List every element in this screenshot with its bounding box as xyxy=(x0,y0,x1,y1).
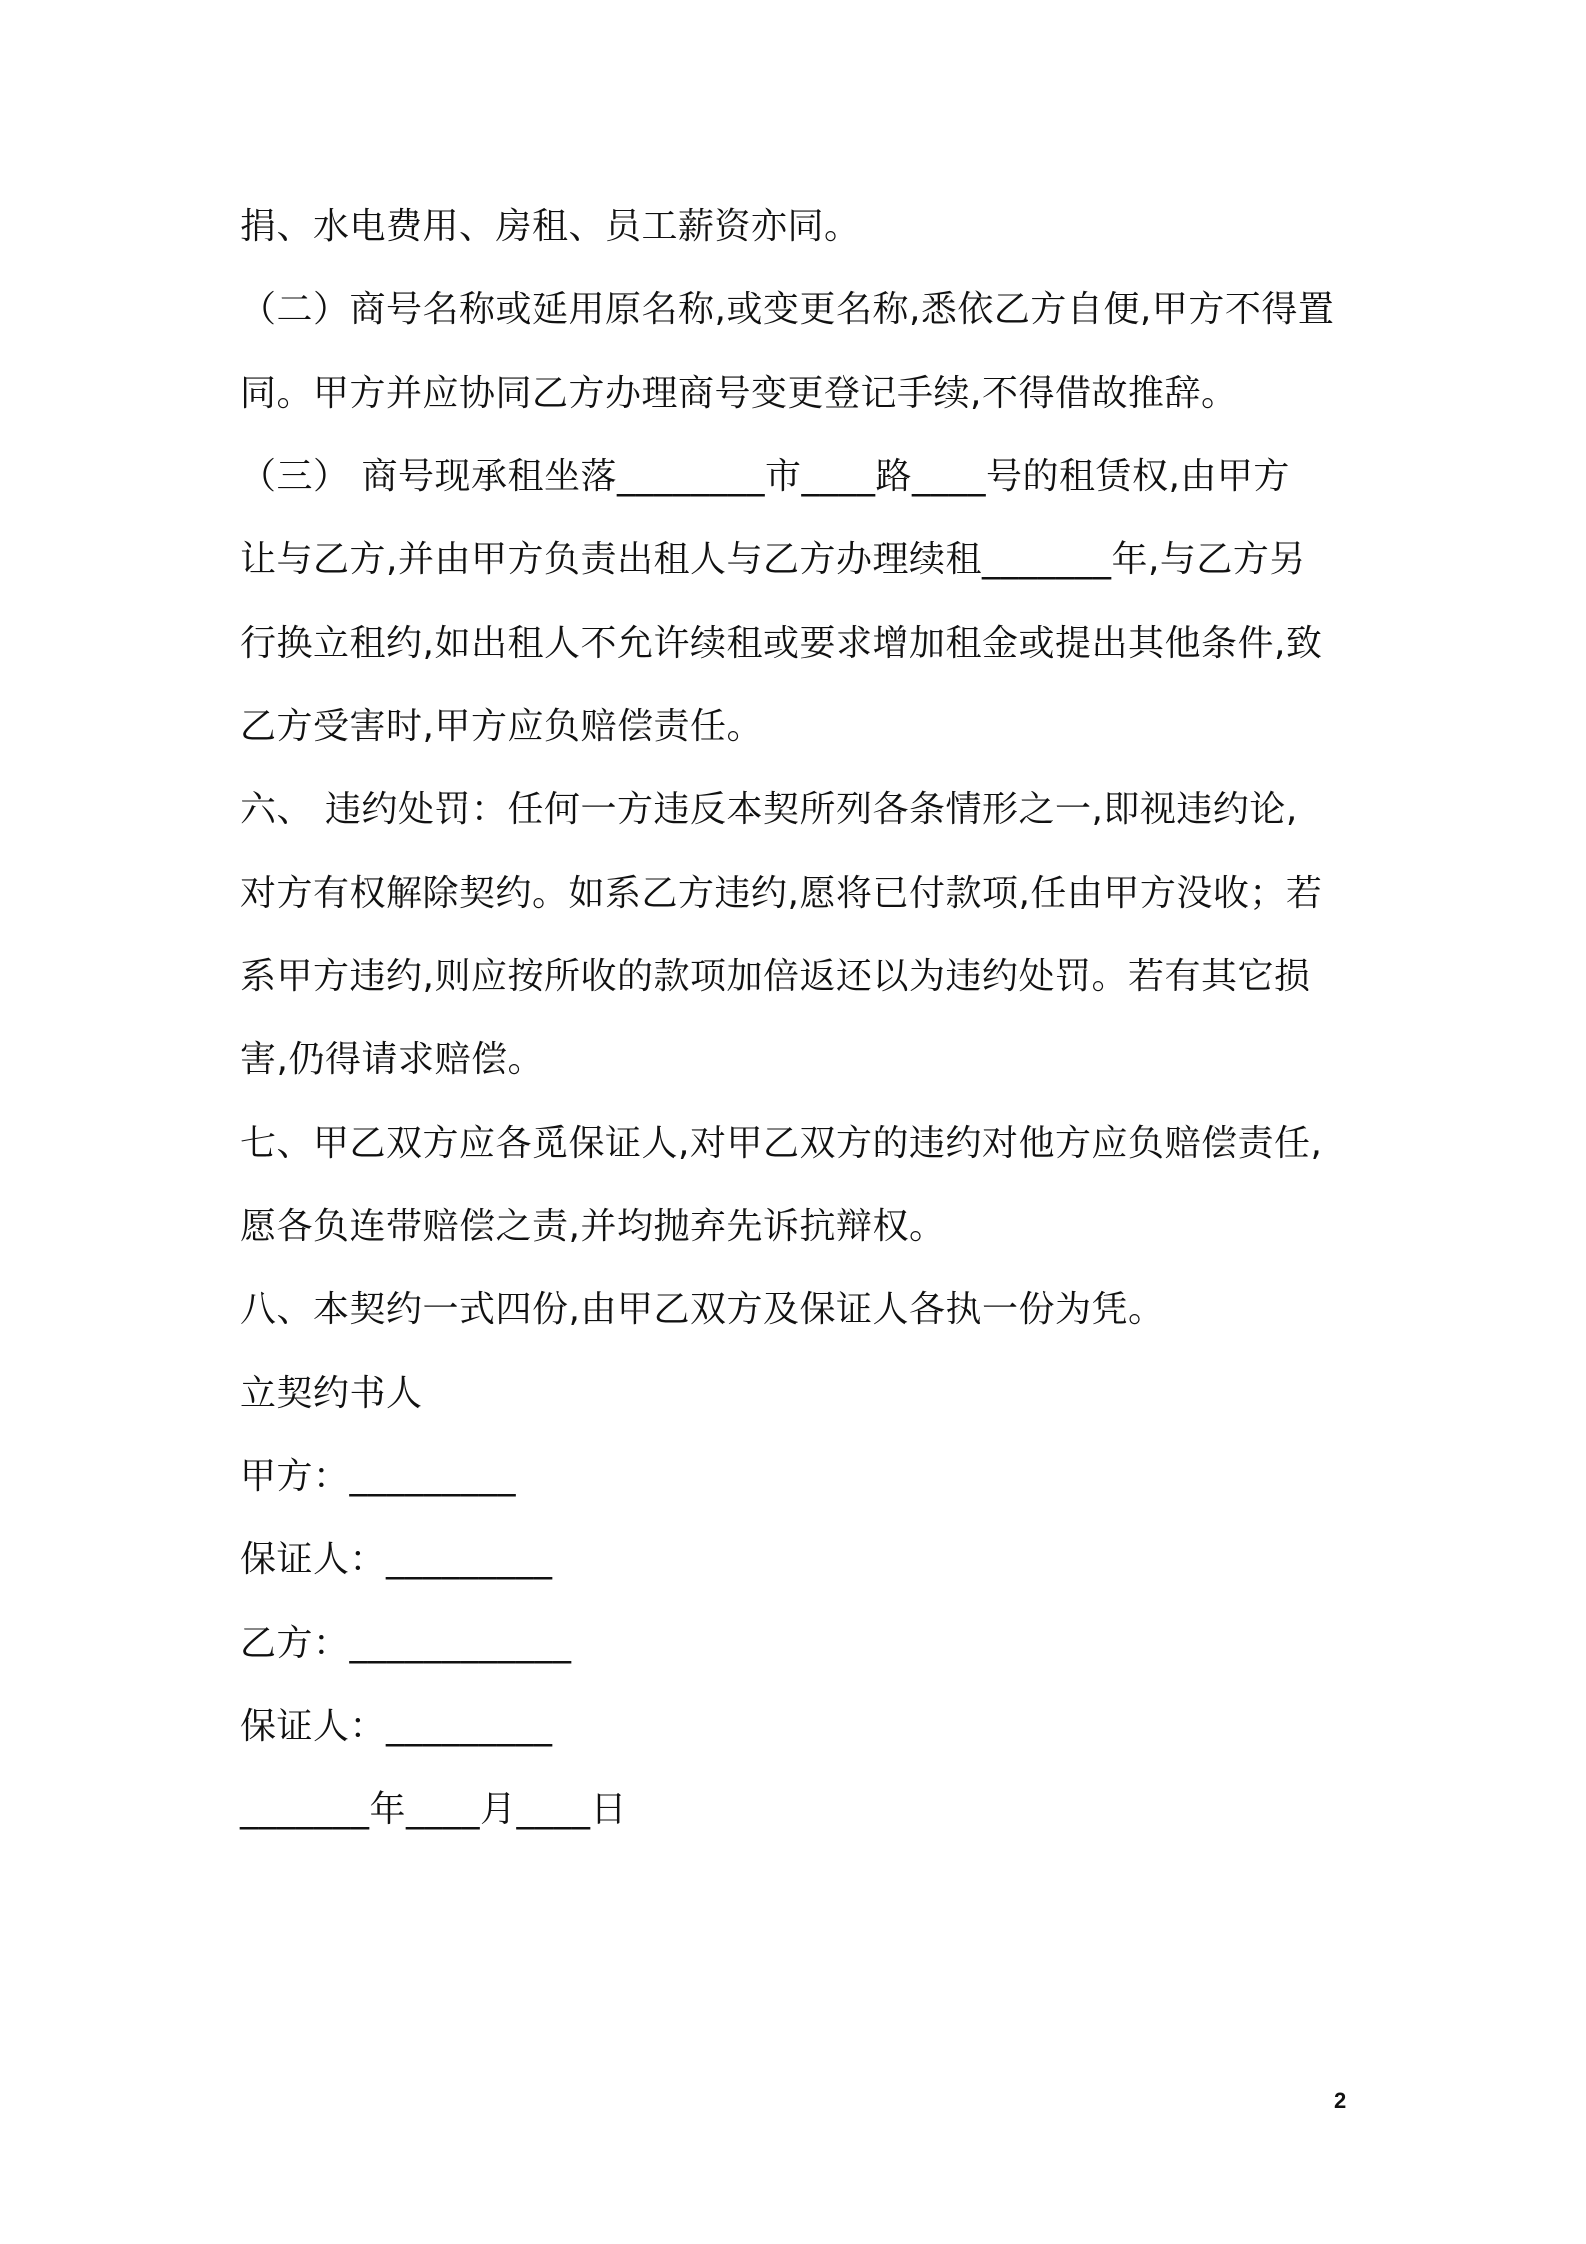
text-line: 让与乙方,并由甲方负责出租人与乙方办理续租_______年,与乙方另 xyxy=(240,539,1306,580)
party-a-signature-line: 甲方：_________ xyxy=(240,1456,517,1497)
date-line: _______年____月____日 xyxy=(240,1789,628,1830)
text-line: 六、 违约处罚：任何一方违反本契所列各条情形之一,即视违约论, xyxy=(240,789,1298,830)
text-line: 害,仍得请求赔偿。 xyxy=(240,1039,544,1080)
text-line: 系甲方违约,则应按所收的款项加倍返还以为违约处罚。若有其它损 xyxy=(240,956,1311,997)
guarantor-b-signature-line: 保证人：_________ xyxy=(240,1706,553,1747)
guarantor-a-signature-line: 保证人：_________ xyxy=(240,1539,553,1580)
text-line: 七、甲乙双方应各觅保证人,对甲乙双方的违约对他方应负赔偿责任, xyxy=(240,1123,1323,1164)
text-line: （三） 商号现承租坐落________市____路____号的租赁权,由甲方 xyxy=(240,456,1290,497)
text-line: 八、本契约一式四份,由甲乙双方及保证人各执一份为凭。 xyxy=(240,1289,1165,1330)
text-line: 同。甲方并应协同乙方办理商号变更登记手续,不得借故推辞。 xyxy=(240,373,1238,414)
signatories-heading: 立契约书人 xyxy=(240,1373,423,1414)
party-b-signature-line: 乙方：____________ xyxy=(240,1623,572,1664)
text-line: 行换立租约,如出租人不允许续租或要求增加租金或提出其他条件,致 xyxy=(240,623,1323,664)
text-line: （二）商号名称或延用原名称,或变更名称,悉依乙方自便,甲方不得置 xyxy=(240,289,1335,330)
text-line: 对方有权解除契约。如系乙方违约,愿将已付款项,任由甲方没收；若 xyxy=(240,873,1323,914)
text-line: 乙方受害时,甲方应负赔偿责任。 xyxy=(240,706,763,747)
text-line: 愿各负连带赔偿之责,并均抛弃先诉抗辩权。 xyxy=(240,1206,946,1247)
text-line: 捐、水电费用、房租、员工薪资亦同。 xyxy=(240,206,861,247)
page-number: 2 xyxy=(1334,2088,1347,2113)
